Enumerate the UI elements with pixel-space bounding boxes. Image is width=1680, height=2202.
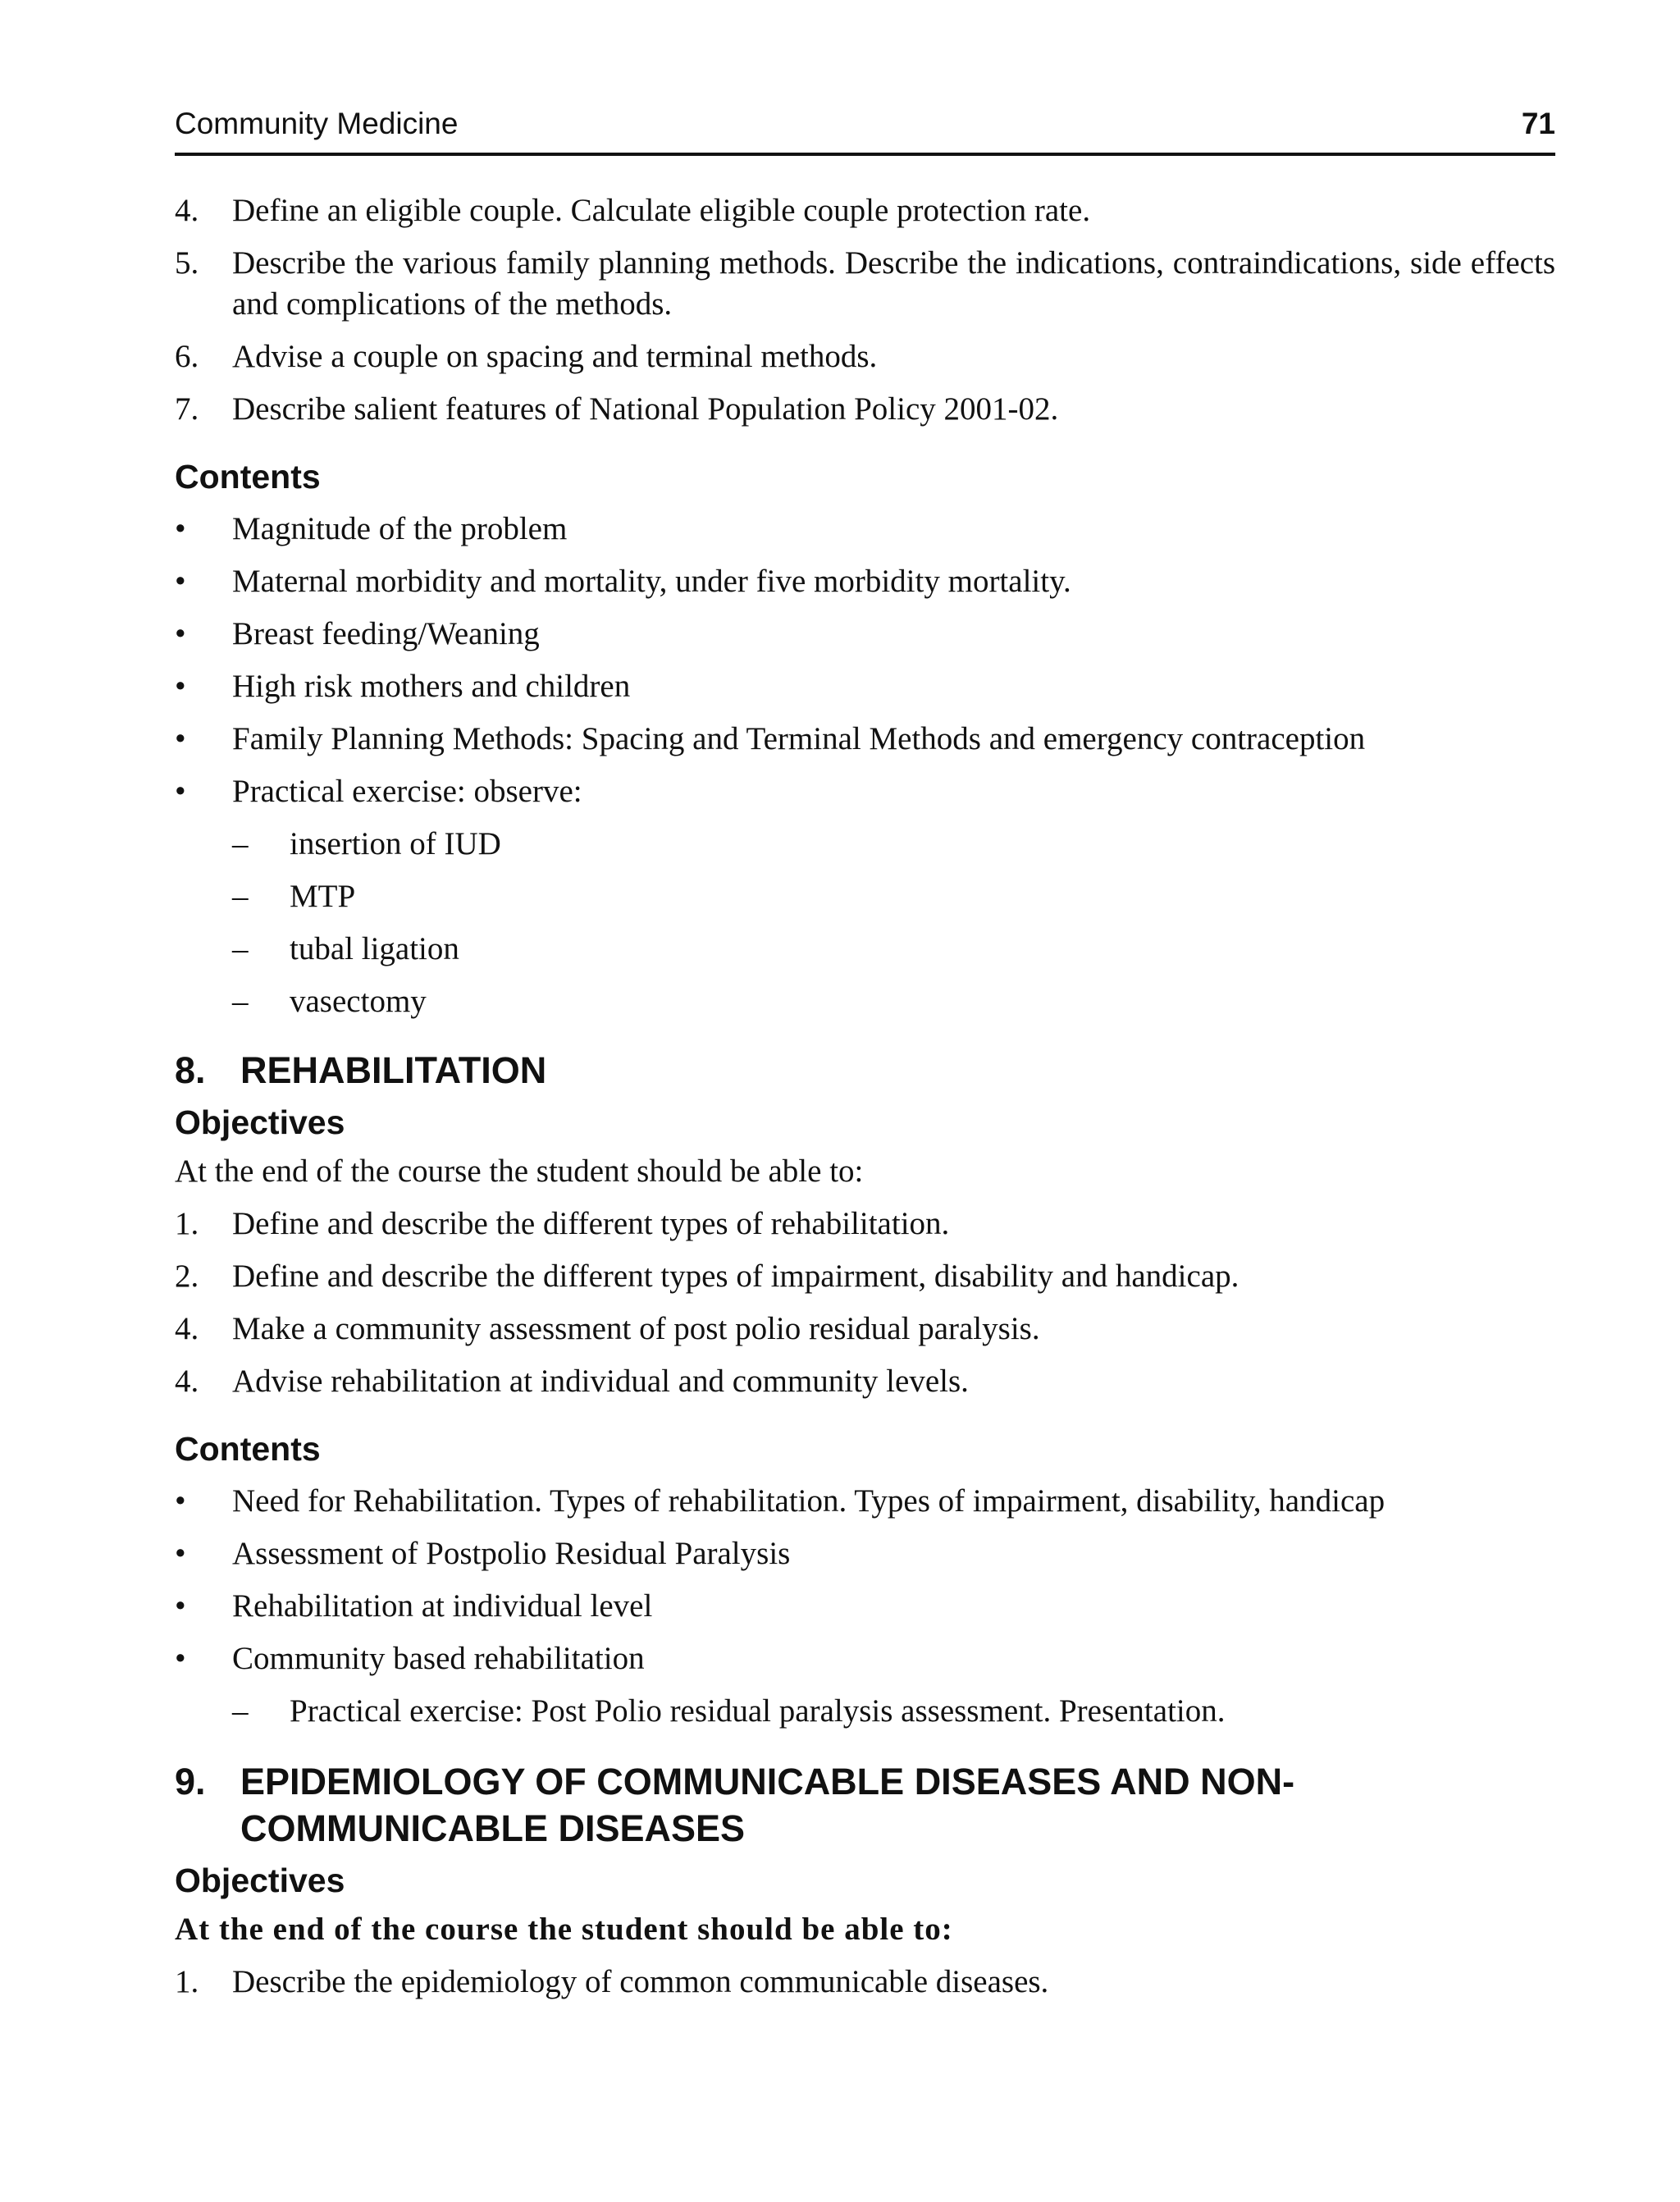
bullet: • — [175, 564, 186, 599]
bullet: • — [175, 616, 186, 651]
item-text: Advise a couple on spacing and terminal methods. — [232, 339, 878, 374]
list-item — [175, 1204, 1555, 1245]
bullet: • — [175, 669, 186, 704]
list-item — [175, 1361, 1555, 1402]
contents-heading: Contents — [175, 458, 321, 496]
item-text: Rehabilitation at individual level — [232, 1588, 653, 1624]
item-text: High risk mothers and children — [232, 669, 631, 704]
running-header — [175, 107, 1555, 156]
item-number: 4. — [175, 1364, 199, 1399]
item-text: Assessment of Postpolio Residual Paralysis — [232, 1536, 791, 1571]
dash: – — [232, 879, 249, 914]
header-title: Community Medicine — [175, 107, 459, 140]
list-item — [175, 1309, 1555, 1350]
objectives-heading: Objectives — [175, 1103, 345, 1141]
item-text: Family Planning Methods: Spacing and Terminal Methods and emergency contraception — [232, 721, 1366, 756]
list-item — [175, 719, 1555, 760]
list-item — [175, 1256, 1555, 1297]
list-item — [175, 1638, 1555, 1679]
item-text: Magnitude of the problem — [232, 511, 568, 546]
item-text: Maternal morbidity and mortality, under five morbidity mortality. — [232, 564, 1071, 599]
list-item — [175, 1962, 1555, 2003]
section-heading-rehabilitation — [175, 1047, 1555, 1094]
list-item — [175, 509, 1555, 550]
bullet: • — [175, 511, 186, 546]
sub-list-item — [175, 876, 1555, 917]
bullet: • — [175, 774, 186, 809]
contents-list — [175, 509, 1555, 1022]
section-number: 8. — [175, 1049, 206, 1091]
objectives-list — [175, 1962, 1555, 2003]
bullet: • — [175, 1536, 186, 1571]
list-item — [175, 771, 1555, 812]
bullet: • — [175, 721, 186, 756]
contents-list — [175, 1481, 1555, 1732]
item-text: tubal ligation — [290, 931, 459, 966]
list-item — [175, 190, 1555, 231]
item-text: Practical exercise: Post Polio residual paralysis assessment. Presentation. — [290, 1693, 1226, 1729]
dash: – — [232, 931, 249, 966]
sub-list-item — [175, 824, 1555, 865]
document-page — [175, 107, 1555, 2014]
dash: – — [232, 984, 249, 1019]
list-item — [175, 614, 1555, 655]
list-item — [175, 336, 1555, 377]
item-text: Describe salient features of National Population Policy 2001-02. — [232, 391, 1059, 427]
item-text: Describe the epidemiology of common communicable diseases. — [232, 1964, 1049, 1999]
bullet: • — [175, 1588, 186, 1624]
list-item — [175, 1533, 1555, 1574]
contents-heading: Contents — [175, 1430, 321, 1468]
item-text: Define an eligible couple. Calculate eligible couple protection rate. — [232, 193, 1091, 228]
item-number: 4. — [175, 1311, 199, 1346]
section-number: 9. — [175, 1761, 206, 1802]
section-title: EPIDEMIOLOGY OF COMMUNICABLE DISEASES AND NON-COMMUNICABLE DISEASES — [240, 1761, 1295, 1849]
objectives-list-continued — [175, 190, 1555, 430]
item-text: insertion of IUD — [290, 826, 501, 861]
item-number: 1. — [175, 1964, 199, 1999]
bullet: • — [175, 1641, 186, 1676]
objectives-intro: At the end of the course the student should be able to: — [175, 1154, 864, 1189]
item-text: MTP — [290, 879, 356, 914]
item-number: 6. — [175, 339, 199, 374]
section-heading-epidemiology — [175, 1758, 1555, 1852]
list-item — [175, 561, 1555, 602]
item-text: Breast feeding/Weaning — [232, 616, 540, 651]
objectives-intro: At the end of the course the student should be able to: — [175, 1912, 953, 1947]
item-text: Define and describe the different types of impairment, disability and handicap. — [232, 1259, 1239, 1294]
objectives-heading: Objectives — [175, 1862, 345, 1899]
item-text: Define and describe the different types of rehabilitation. — [232, 1206, 950, 1241]
item-text: Make a community assessment of post polio residual paralysis. — [232, 1311, 1040, 1346]
item-text: Practical exercise: observe: — [232, 774, 582, 809]
list-item — [175, 666, 1555, 707]
item-text: Advise rehabilitation at individual and community levels. — [232, 1364, 969, 1399]
item-number: 1. — [175, 1206, 199, 1241]
item-number: 7. — [175, 391, 199, 427]
item-number: 5. — [175, 245, 199, 281]
page-number: 71 — [1521, 107, 1555, 140]
dash: – — [232, 1693, 249, 1729]
item-number: 4. — [175, 193, 199, 228]
section-title: REHABILITATION — [240, 1049, 547, 1091]
list-item — [175, 389, 1555, 430]
item-text: vasectomy — [290, 984, 427, 1019]
sub-list-item — [175, 1691, 1555, 1732]
list-item — [175, 243, 1555, 325]
list-item — [175, 1586, 1555, 1627]
dash: – — [232, 826, 249, 861]
bullet: • — [175, 1483, 186, 1519]
item-text: Community based rehabilitation — [232, 1641, 645, 1676]
objectives-list — [175, 1204, 1555, 1402]
sub-list-item — [175, 981, 1555, 1022]
item-number: 2. — [175, 1259, 199, 1294]
list-item — [175, 1481, 1555, 1522]
sub-list-item — [175, 929, 1555, 970]
item-text: Need for Rehabilitation. Types of rehabilitation. Types of impairment, disability, handicap — [232, 1483, 1386, 1519]
item-text: Describe the various family planning methods. Describe the indications, contraindications, side effects and complications of the methods. — [232, 245, 1555, 322]
